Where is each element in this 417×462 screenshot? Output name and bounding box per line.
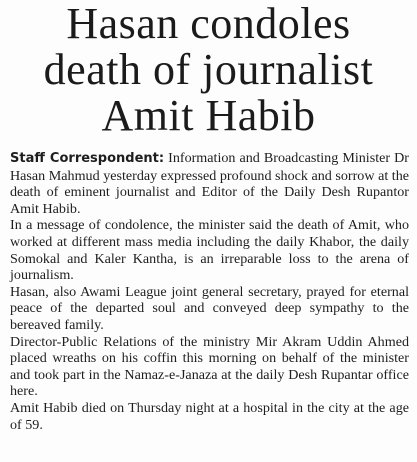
article-paragraph-3: Hasan, also Awami League joint general secretary, prayed for eternal peace of the departed soul and conveyed deep sympathy to the bereaved family. xyxy=(10,283,409,333)
byline: Staff Correspondent: xyxy=(10,151,165,166)
article-paragraph-4: Director-Public Relations of the ministry Mir Akram Uddin Ahmed placed wreaths on his coffin this morning on behalf of the minister and took part in the Namaz-e-Janaza at the daily Desh Rupantar office here. xyxy=(10,333,409,400)
article-paragraph-5: Amit Habib died on Thursday night at a hospital in the city at the age of 59. xyxy=(10,399,409,433)
headline-line-1: Hasan condoles xyxy=(66,0,351,48)
article-paragraph-1 xyxy=(10,150,409,217)
headline-line-3: Amit Habib xyxy=(101,91,316,140)
paragraph-1-text: Information and Broadcasting Minister Dr Hasan Mahmud yesterday expressed profound shock and sorrow at the death of eminent journalist and Editor of the Daily Desh Rupantor Amit Habib. xyxy=(10,150,409,217)
article-paragraph-2: In a message of condolence, the minister said the death of Amit, who worked at different mass media including the daily Khabor, the daily Somokal and Kaler Kantha, is an irreparable loss to the arena of journalism. xyxy=(10,217,409,284)
headline-line-2: death of journalist xyxy=(43,45,374,94)
article-body xyxy=(10,150,409,433)
headline xyxy=(0,1,417,139)
